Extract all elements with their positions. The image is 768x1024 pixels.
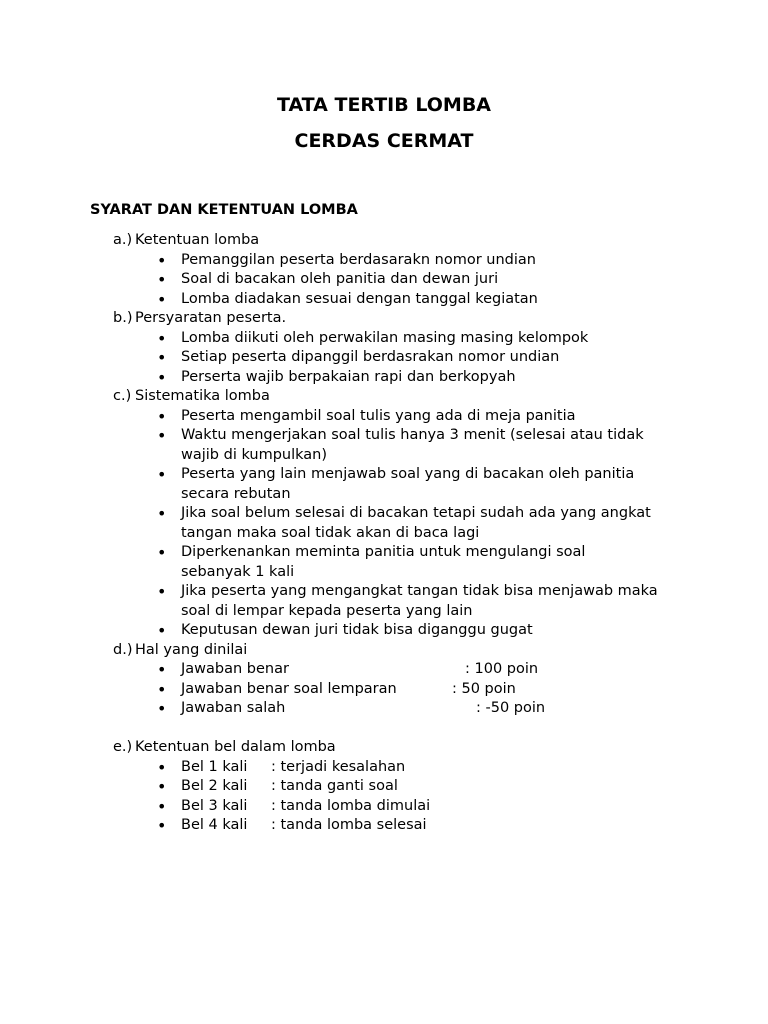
item-text-line: Waktu mengerjakan soal tulis hanya 3 menit (selesai atau tidak <box>181 427 644 443</box>
list-item <box>0 329 681 349</box>
item-text: Pemanggilan peserta berdasarakn nomor undian <box>181 251 536 268</box>
bell-label: Bel 1 kali <box>181 758 248 775</box>
bullet-icon: • <box>157 504 167 523</box>
subsection-title: Hal yang dinilai <box>135 641 248 658</box>
score-value: : 100 poin <box>465 661 539 677</box>
spacer <box>0 719 768 739</box>
scoring-item <box>0 699 681 719</box>
item-text: Lomba diikuti oleh perwakilan masing masing kelompok <box>181 329 589 346</box>
subsection-c <box>0 387 768 641</box>
score-label: Jawaban benar <box>181 661 289 677</box>
subsection-title: Ketentuan bel dalam lomba <box>135 739 336 755</box>
bullet-list <box>0 251 768 310</box>
bullet-icon: • <box>157 660 167 679</box>
bullet-icon: • <box>157 757 167 777</box>
bullet-icon: • <box>157 406 167 426</box>
item-text-line: soal di lempar kepada peserta yang lain <box>181 602 473 619</box>
bullet-icon: • <box>157 348 167 367</box>
subsection-a <box>0 231 768 309</box>
bell-item <box>0 797 681 817</box>
bullet-icon: • <box>157 679 167 699</box>
item-text-line: Jika peserta yang mengangkat tangan tidak bisa menjawab maka <box>181 583 658 599</box>
item-text-line: sebanyak 1 kali <box>181 563 295 580</box>
item-text: Perserta wajib berpakaian rapi dan berkopyah <box>181 368 516 385</box>
bullet-icon: • <box>157 816 167 835</box>
bullet-icon: • <box>157 699 167 718</box>
item-text-line: Jika soal belum selesai di bacakan tetapi sudah ada yang angkat <box>181 505 651 521</box>
bullet-icon: • <box>157 289 167 309</box>
bell-meaning: : terjadi kesalahan <box>271 758 406 775</box>
list-item <box>0 621 681 641</box>
item-text: Peserta mengambil soal tulis yang ada di meja panitia <box>181 407 576 424</box>
subsection-title: Ketentuan lomba <box>135 232 260 248</box>
subsection-letter: b.) <box>113 310 133 326</box>
bullet-icon: • <box>157 250 167 270</box>
scoring-list <box>0 660 768 719</box>
bullet-icon: • <box>157 543 167 562</box>
item-text: Soal di bacakan oleh panitia dan dewan juri <box>181 271 499 287</box>
bullet-icon: • <box>157 582 167 601</box>
list-item <box>0 251 681 271</box>
bullet-icon: • <box>157 777 167 796</box>
bell-label: Bel 2 kali <box>181 778 248 794</box>
subsection-b <box>0 309 768 387</box>
bullet-list <box>0 329 768 388</box>
bullet-icon: • <box>157 621 167 640</box>
score-value: : -50 poin <box>476 700 546 716</box>
item-text-line: Peserta yang lain menjawab soal yang di bacakan oleh panitia <box>181 466 635 482</box>
subsection-letter: a.) <box>113 232 133 248</box>
bell-item <box>0 758 681 778</box>
list-item <box>0 582 681 621</box>
list-item <box>0 290 681 310</box>
subsection-title: Persyaratan peserta. <box>135 310 287 326</box>
bell-label: Bel 4 kali <box>181 817 248 833</box>
item-text: Lomba diadakan sesuai dengan tanggal kegiatan <box>181 290 538 307</box>
bell-meaning: : tanda ganti soal <box>271 778 398 794</box>
bullet-icon: • <box>157 328 167 348</box>
list-item <box>0 543 681 582</box>
document-subtitle: CERDAS CERMAT <box>294 130 474 152</box>
bullet-icon: • <box>157 426 167 445</box>
bell-meaning: : tanda lomba selesai <box>271 817 427 833</box>
list-item <box>0 504 681 543</box>
bell-item <box>0 816 681 836</box>
score-label: Jawaban salah <box>181 700 286 716</box>
score-value: : 50 poin <box>452 680 516 697</box>
item-text: Keputusan dewan juri tidak bisa diganggu gugat <box>181 622 533 638</box>
subsection-letter: e.) <box>113 739 133 755</box>
subsection-d <box>0 641 768 719</box>
document-title: TATA TERTIB LOMBA <box>276 94 492 116</box>
bell-item <box>0 777 681 797</box>
subsection-title: Sistematika lomba <box>135 388 270 404</box>
bullet-icon: • <box>157 796 167 816</box>
section-heading: SYARAT DAN KETENTUAN LOMBA <box>90 202 358 218</box>
item-text-line: Diperkenankan meminta panitia untuk mengulangi soal <box>181 544 586 560</box>
list-item <box>0 348 681 368</box>
list-item <box>0 407 681 427</box>
subsection-letter: d.) <box>113 641 133 658</box>
subsection-heading <box>0 738 768 758</box>
document-body <box>0 231 768 836</box>
bullet-list <box>0 407 768 641</box>
bullet-icon: • <box>157 270 167 289</box>
list-item <box>0 426 681 465</box>
subsection-heading <box>0 309 768 329</box>
list-item <box>0 368 681 388</box>
item-text-line: secara rebutan <box>181 485 291 502</box>
item-text: Setiap peserta dipanggil berdasrakan nomor undian <box>181 349 560 365</box>
subsection-e <box>0 738 768 836</box>
item-text-line: tangan maka soal tidak akan di baca lagi <box>181 524 480 541</box>
subsection-heading <box>0 641 768 661</box>
bell-label: Bel 3 kali <box>181 797 248 814</box>
item-text-line: wajib di kumpulkan) <box>181 446 328 463</box>
scoring-item <box>0 660 681 680</box>
bullet-icon: • <box>157 465 167 484</box>
bell-list <box>0 758 768 836</box>
bell-meaning: : tanda lomba dimulai <box>271 797 431 814</box>
subsection-letter: c.) <box>113 388 132 404</box>
subsection-heading <box>0 387 768 407</box>
scoring-item <box>0 680 681 700</box>
subsection-heading <box>0 231 768 251</box>
bullet-icon: • <box>157 367 167 387</box>
list-item <box>0 270 681 290</box>
score-label: Jawaban benar soal lemparan <box>181 680 397 697</box>
list-item <box>0 465 681 504</box>
